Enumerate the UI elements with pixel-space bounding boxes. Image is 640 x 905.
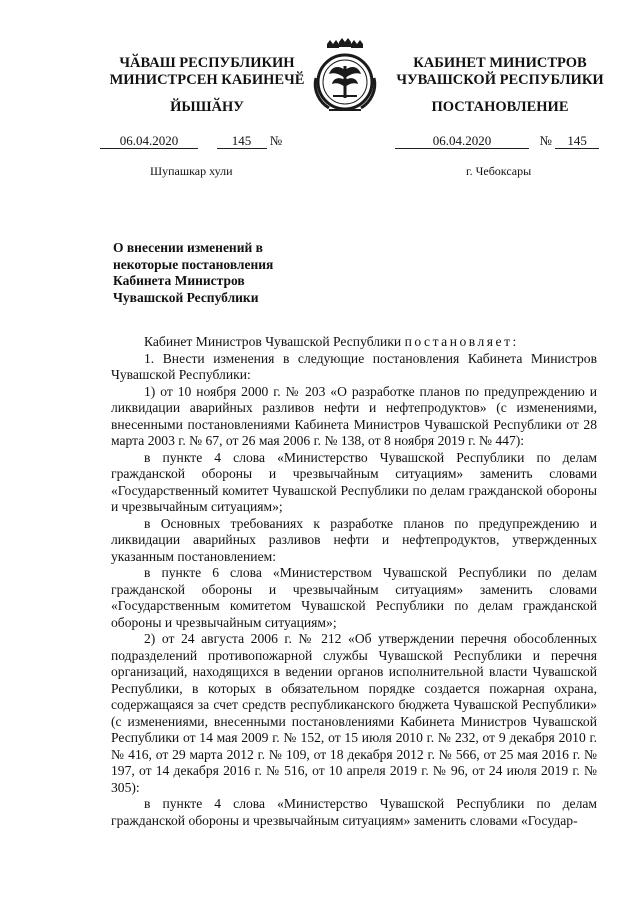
left-number-sign: № xyxy=(269,133,283,148)
right-number-sign: № xyxy=(539,133,552,148)
header-left-line2: МИНИСТРСЕН КАБИНЕЧӖ xyxy=(109,72,305,88)
header-right-line2: ЧУВАШСКОЙ РЕСПУБЛИКИ xyxy=(396,72,604,88)
paragraph: 1. Внести изменения в следующие постановления Кабинета Министров Чувашской Республики: xyxy=(111,350,597,382)
right-doc-type: ПОСТАНОВЛЕНИЕ xyxy=(431,99,569,115)
document-body xyxy=(111,334,597,829)
left-date-field: 06.04.2020 xyxy=(100,133,198,149)
paragraph: в пункте 6 слова «Министерством Чувашской Республики по делам гражданской обороны и чрезвычайным ситуациям» заменить словами «Государственным комитетом Чувашской Республики по делам гражданской обороны и чрезвычайным ситуациям»; xyxy=(111,565,597,630)
right-place: г. Чебоксары xyxy=(466,164,532,178)
paragraph: 2) от 24 августа 2006 г. № 212 «Об утверждении перечня обособленных подразделений противопожарной службы Чувашской Республики и перечня организаций, находящихся в ведении органов исполнительной власти Чувашской Республики, в которых в обязательном порядке создается пожарная охрана, содержащаяся за счет средств республиканского бюджета Чувашской Республики» (с изменениями, внесенными постановлениями Кабинета Министров Чувашской Республики от 14 мая 2009 г. № 152, от 15 июля 2010 г. № 232, от 9 декабря 2010 г. № 416, от 29 марта 2012 г. № 109, от 18 декабря 2012 г. № 566, от 25 мая 2016 г. № 197, от 14 декабря 2016 г. № 516, от 10 апреля 2019 г. № 96, от 24 июля 2019 г. № 305): xyxy=(111,631,597,795)
left-date-number-row xyxy=(100,133,282,149)
header-left-line1: ЧӐВАШ РЕСПУБЛИКИН xyxy=(119,55,295,71)
paragraph: в Основных требованиях к разработке планов по предупреждению и ликвидации аварийных разливов нефти и нефтепродуктов, утвержденных указанным постановлением: xyxy=(111,515,597,564)
left-number-field: 145 xyxy=(217,133,267,149)
right-date-number-row xyxy=(395,133,599,149)
paragraph: в пункте 4 слова «Министерство Чувашской Республики по делам гражданской обороны и чрезвычайным ситуациям» заменить словами «Государственный комитет Чувашской Республики по делам гражданской обороны и чрезвычайным ситуациям»; xyxy=(111,449,597,514)
intro-verb: постановляет: xyxy=(404,334,519,349)
header-right xyxy=(380,55,620,89)
right-date-field: 06.04.2020 xyxy=(395,133,529,149)
left-place: Шупашкар хули xyxy=(150,164,233,178)
header-right-line1: КАБИНЕТ МИНИСТРОВ xyxy=(413,55,587,71)
intro-paragraph xyxy=(111,334,597,351)
header-left xyxy=(92,55,322,89)
paragraph: в пункте 4 слова «Министерство Чувашской Республики по делам гражданской обороны и чрезвычайным ситуациям» заменить словами «Государ- xyxy=(111,796,597,828)
intro-prefix: Кабинет Министров Чувашской Республики xyxy=(144,334,402,349)
left-doc-type: ЙЫШӐНУ xyxy=(170,99,244,115)
paragraph: 1) от 10 ноября 2000 г. № 203 «О разработке планов по предупреждению и ликвидации аварийных разливов нефти и нефтепродуктов» (с изменениями, внесенными постановлениями Кабинета Министров Чувашской Республики от 28 марта 2003 г. № 67, от 26 мая 2006 г. № 138, от 8 ноября 2019 г. № 447): xyxy=(111,383,597,448)
right-number-field: 145 xyxy=(555,133,599,149)
document-title: О внесении изменений в некоторые постановления Кабинета Министров Чувашской Республики xyxy=(113,240,274,305)
